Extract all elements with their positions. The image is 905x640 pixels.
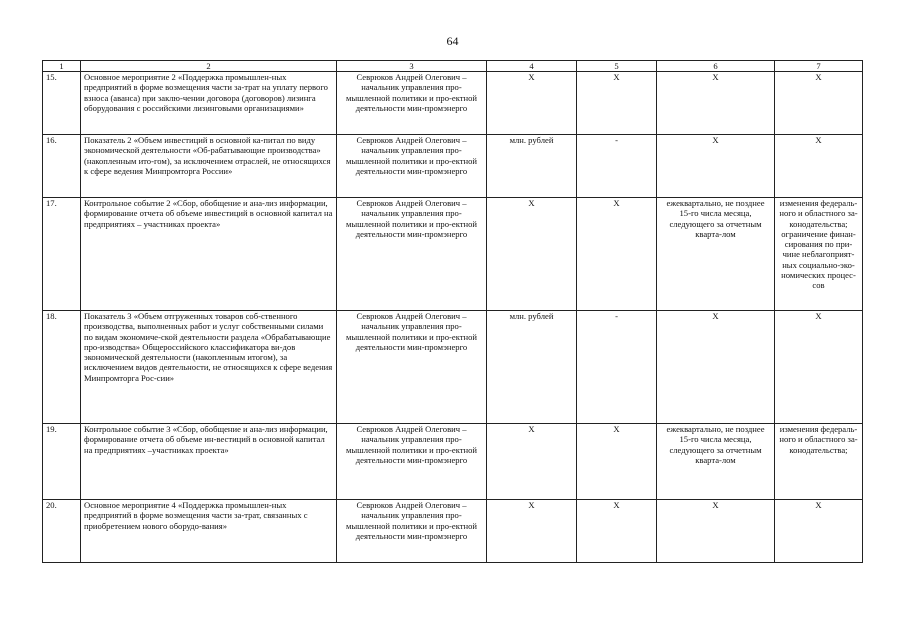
deadline-cell: ежеквартально, не позднее 15-го числа месяца, следующего за отчетным кварта-лом [657, 198, 775, 311]
deadline-cell: X [657, 135, 775, 198]
column-header: 2 [81, 61, 337, 72]
deadline-cell: X [657, 500, 775, 563]
column-header: 1 [43, 61, 81, 72]
row-number: 18. [43, 311, 81, 424]
activity-name: Основное мероприятие 4 «Поддержка промышлен-ных предприятий в форме возмещения части за-трат, связанных с приобретением нового оборудо-вания» [81, 500, 337, 563]
column-header: 5 [577, 61, 657, 72]
unit-cell: X [487, 72, 577, 135]
risks-cell: X [775, 135, 863, 198]
activity-name: Контрольное событие 3 «Сбор, обобщение и ана-лиз информации, формирование отчета об объеме ин-вестиций в основной капитал на предприятиях –участниках проекта» [81, 424, 337, 500]
responsible-person: Севрюков Андрей Олегович – начальник управления про-мышленной политики и про-ектной деятельности мин-промэнерго [337, 500, 487, 563]
plan-table [42, 60, 863, 563]
unit-cell: млн. рублей [487, 135, 577, 198]
risks-cell: изменения федераль-ного и областного за-конодательства; ограничение финан-сирования по при-чине неблагоприят-ных социально-эко-номических процес-сов [775, 198, 863, 311]
value-cell: X [577, 500, 657, 563]
table-header-row [43, 61, 863, 72]
value-cell: X [577, 72, 657, 135]
deadline-cell: X [657, 311, 775, 424]
responsible-person: Севрюков Андрей Олегович – начальник управления про-мышленной политики и про-ектной деятельности мин-промэнерго [337, 424, 487, 500]
deadline-cell: ежеквартально, не позднее 15-го числа месяца, следующего за отчетным кварта-лом [657, 424, 775, 500]
unit-cell: X [487, 500, 577, 563]
activity-name: Контрольное событие 2 «Сбор, обобщение и ана-лиз информации, формирование отчета об объеме инвестиций в основной капитал на предприятиях – участниках проекта» [81, 198, 337, 311]
row-number: 20. [43, 500, 81, 563]
column-header: 4 [487, 61, 577, 72]
activity-name: Показатель 2 «Объем инвестиций в основной ка-питал по виду экономической деятельности «Об-рабатывающие производства» (накопленным ито-гом), за исключением отраслей, не относящихся к сфере ведения Минпромторга России» [81, 135, 337, 198]
row-number: 16. [43, 135, 81, 198]
risks-cell: X [775, 311, 863, 424]
value-cell: X [577, 198, 657, 311]
table-row [43, 198, 863, 311]
table-row [43, 500, 863, 563]
value-cell: - [577, 135, 657, 198]
risks-cell: X [775, 500, 863, 563]
column-header: 3 [337, 61, 487, 72]
row-number: 15. [43, 72, 81, 135]
responsible-person: Севрюков Андрей Олегович – начальник управления про-мышленной политики и про-ектной деятельности мин-промэнерго [337, 72, 487, 135]
unit-cell: X [487, 198, 577, 311]
row-number: 19. [43, 424, 81, 500]
risks-cell: изменения федераль-ного и областного за-конодательства; [775, 424, 863, 500]
activity-name: Основное мероприятие 2 «Поддержка промышлен-ных предприятий в форме возмещения части за-трат на уплату первого взноса (аванса) при заклю-чении договора (договоров) лизинга оборудования с российскими лизинговыми организациями» [81, 72, 337, 135]
responsible-person: Севрюков Андрей Олегович – начальник управления про-мышленной политики и про-ектной деятельности мин-промэнерго [337, 311, 487, 424]
responsible-person: Севрюков Андрей Олегович – начальник управления про-мышленной политики и про-ектной деятельности мин-промэнерго [337, 198, 487, 311]
table-row [43, 311, 863, 424]
table-row [43, 72, 863, 135]
value-cell: X [577, 424, 657, 500]
unit-cell: млн. рублей [487, 311, 577, 424]
activity-name: Показатель 3 «Объем отгруженных товаров соб-ственного производства, выполненных работ и услуг собственными силами по видам экономиче-ской деятельности раздела «Обрабатывающие про-изводства» Общероссийского классификатора ви-дов экономической деятельности (накопленным итогом), за исключением видов деятельности, не относящихся к сфере ведения Минпромторга Рос-сии» [81, 311, 337, 424]
page-number: 64 [446, 34, 459, 48]
risks-cell: X [775, 72, 863, 135]
column-header: 6 [657, 61, 775, 72]
responsible-person: Севрюков Андрей Олегович – начальник управления про-мышленной политики и про-ектной деятельности мин-промэнерго [337, 135, 487, 198]
deadline-cell: X [657, 72, 775, 135]
column-header: 7 [775, 61, 863, 72]
table-row [43, 424, 863, 500]
row-number: 17. [43, 198, 81, 311]
unit-cell: X [487, 424, 577, 500]
value-cell: - [577, 311, 657, 424]
table-row [43, 135, 863, 198]
